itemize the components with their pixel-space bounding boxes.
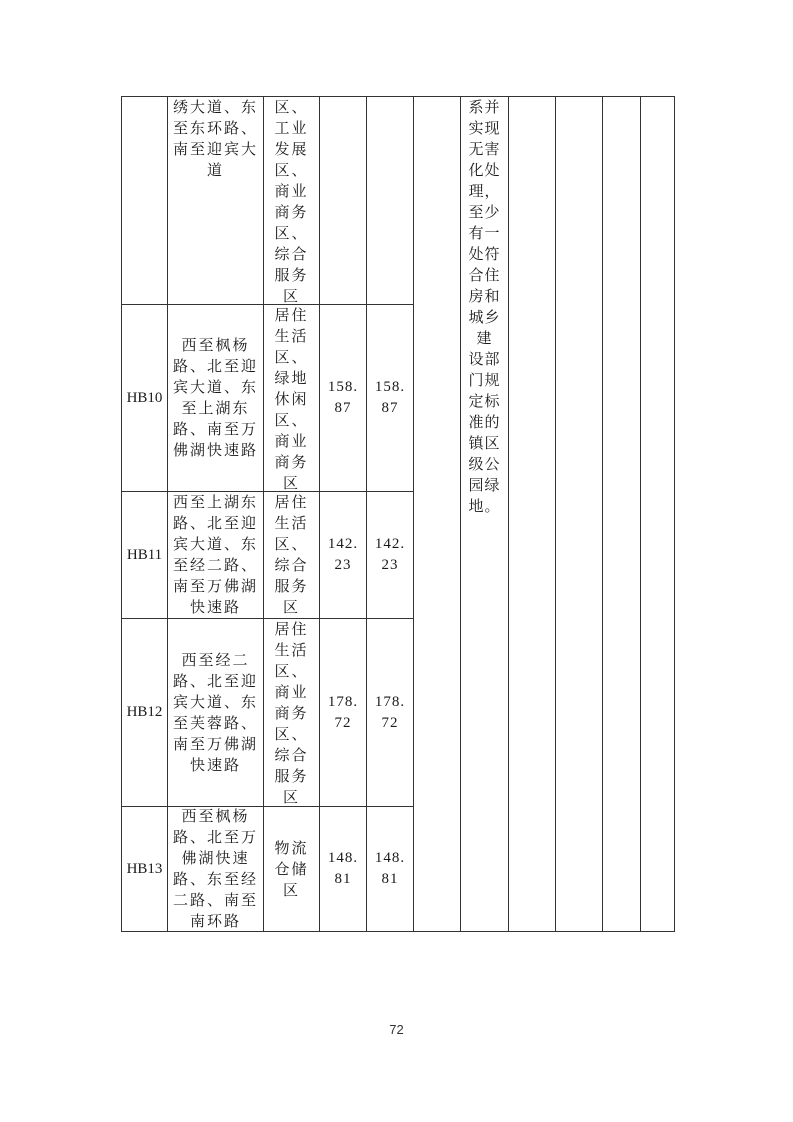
function-cell: 居住 生活 区、 绿地 休闲 区、 商业 商务 区	[274, 306, 309, 492]
col-divider	[602, 96, 603, 932]
table-right-border	[674, 96, 675, 932]
table-row	[168, 97, 263, 304]
code-cell: HB12	[126, 704, 163, 720]
scope-cell: 绣大道、东 至东环路、 南至迎宾大 道	[172, 98, 258, 179]
scope-cell: 西至经二 路、北至迎 宾大道、东 至芙蓉路、 南至万佛湖 快速路	[172, 650, 258, 774]
scope-cell: 西至枫杨 路、北至迎 宾大道、东 至上湖东 路、南至万 佛湖快速路	[172, 336, 258, 459]
area-cell: 148. 81	[327, 850, 359, 887]
code-cell: HB13	[126, 860, 163, 877]
area-cell: 178. 72	[374, 693, 406, 731]
scope-cell: 西至上湖东 路、北至迎 宾大道、东 至经二路、 南至万佛湖 快速路	[172, 493, 258, 616]
area-cell: 158. 87	[374, 379, 406, 416]
col-divider	[413, 96, 414, 932]
code-cell: HB10	[126, 389, 163, 406]
requirement-cell: 系并 实现 无害 化处 理， 至少 有一 处符 合住 房和 城乡 建 设部 门规 定标 准的 镇区 级公 园绿 地。	[468, 98, 501, 515]
area-cell: 142. 23	[327, 536, 359, 573]
function-cell: 区、 工业 发展 区、 商业 商务 区、 综合 服务 区	[274, 98, 309, 305]
function-cell: 居住 生活 区、 商业 商务 区、 综合 服务 区	[274, 620, 309, 806]
function-cell: 物流 仓储 区	[274, 838, 309, 899]
code-cell: HB11	[126, 546, 163, 563]
function-cell: 居住 生活 区、 综合 服务 区	[274, 493, 309, 616]
area-cell: 142. 23	[374, 536, 406, 573]
table-row	[264, 97, 319, 304]
col-divider	[555, 96, 556, 932]
page-number: 72	[389, 1022, 404, 1037]
area-cell: 158. 87	[327, 379, 359, 416]
col-divider	[640, 96, 641, 932]
area-cell: 148. 81	[374, 850, 406, 887]
col-divider	[508, 96, 509, 932]
scope-cell: 西至枫杨 路、北至万 佛湖快速 路、东至经 二路、南至 南环路	[172, 807, 258, 930]
area-cell: 178. 72	[327, 693, 359, 731]
